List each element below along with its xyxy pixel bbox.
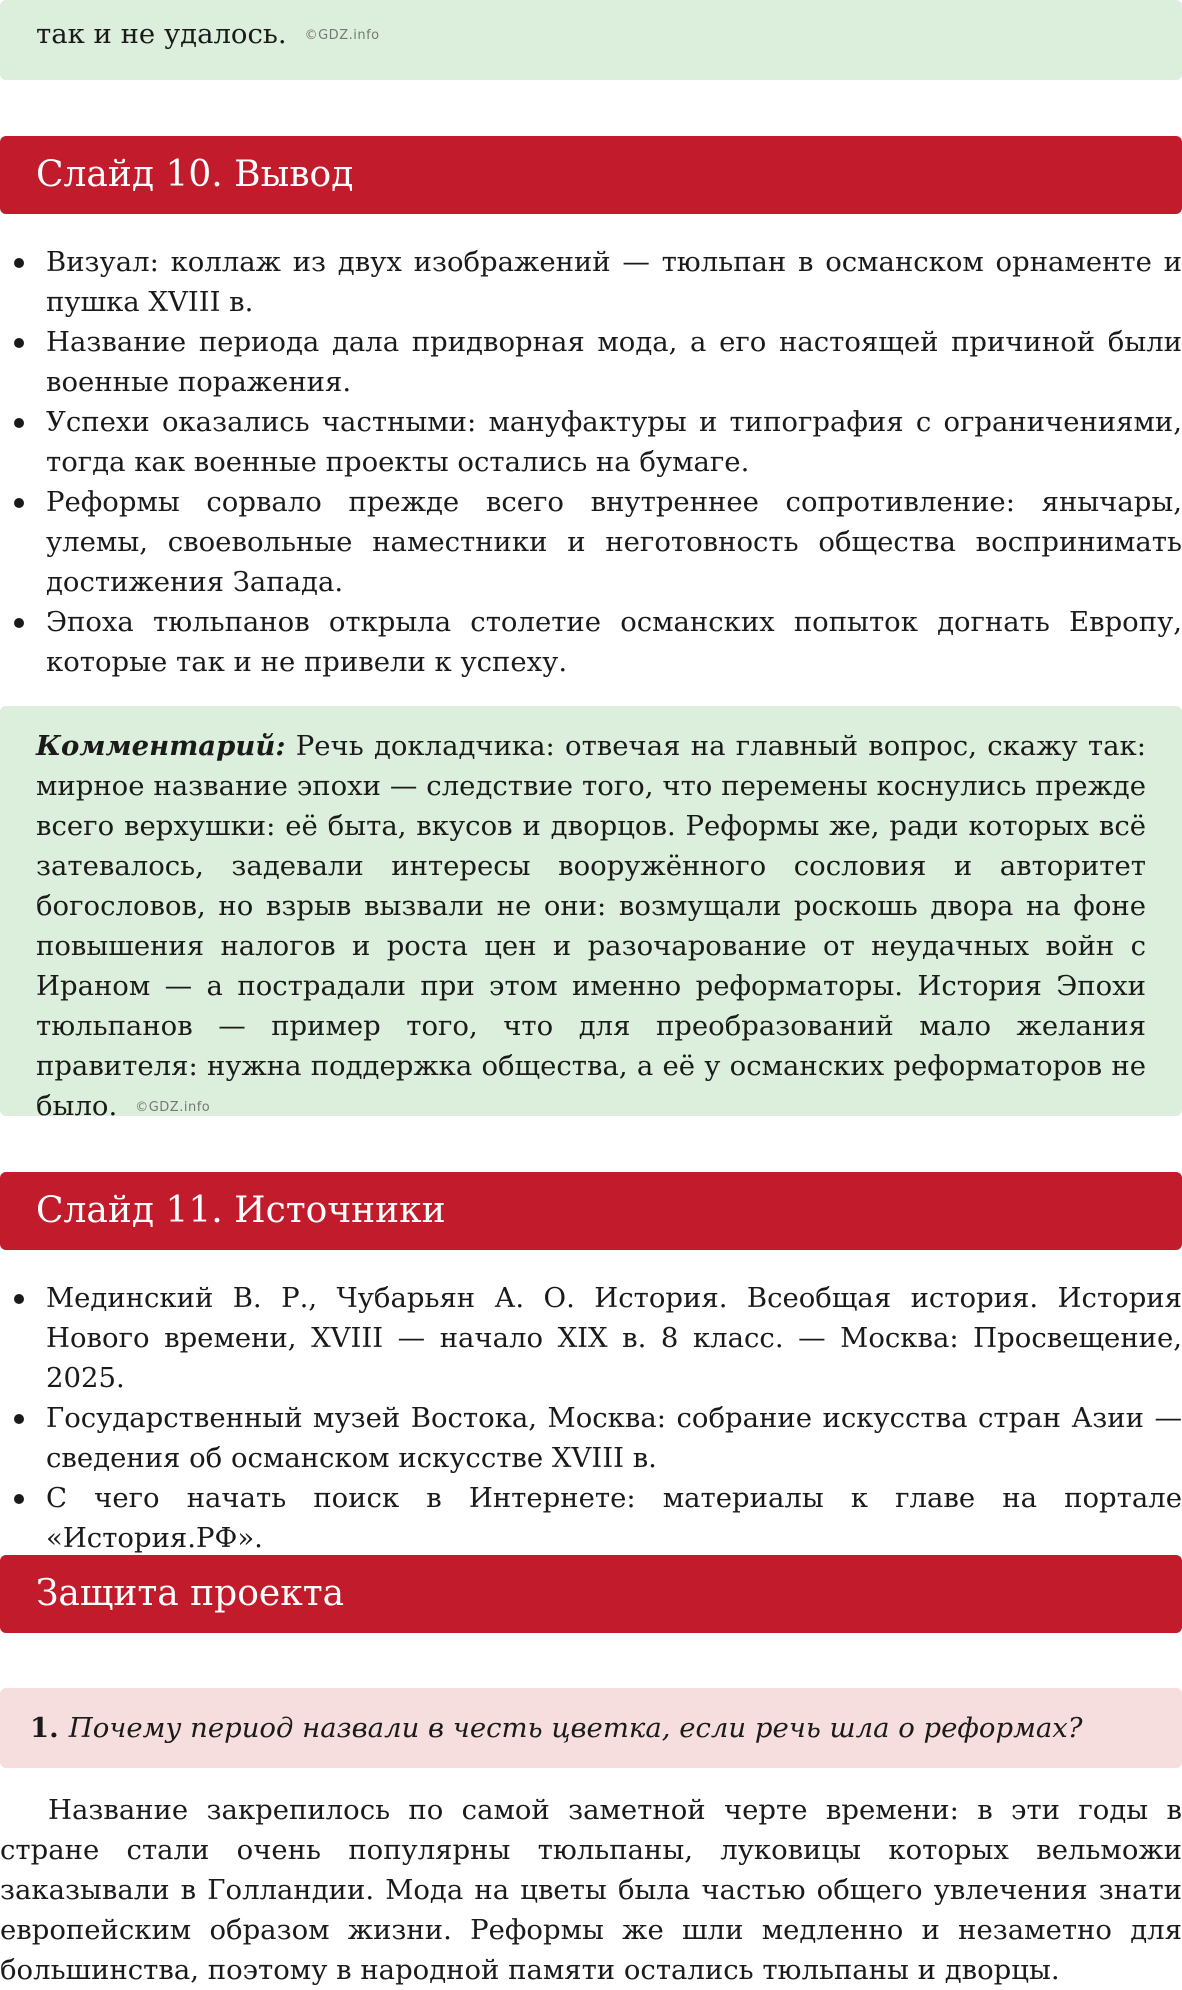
- slide10-comment-box: [0, 706, 1182, 1122]
- comment-text: Речь докладчика: отвечая на главный вопрос, скажу так: мирное название эпохи — следствие того, что перемены коснулись прежде всего верхушки: её быта, вкусов и дворцов. Реформы же, ради которых всё затевалось, задевали интересы вооружённого сословия и авторитет богословов, но взрыв вызвали не они: возмущали роскошь двора на фоне повышения налогов и роста цен и разочарование от неудачных войн с Ираном — а пострадали при этом именно реформаторы. История Эпохи тюльпанов — пример того, что для преобразований мало желания правителя: нужна поддержка общества, а её у османских реформаторов не было.: [36, 730, 1146, 1122]
- previous-comment-tail: так и не удалось.: [36, 18, 287, 50]
- slide11-bullet-list: [0, 1278, 1182, 1558]
- comment-label: Комментарий:: [36, 730, 286, 762]
- defense-header: [0, 1555, 1182, 1633]
- list-item: Реформы сорвало прежде всего внутреннее сопротивление: янычары, улемы, своевольные наместники и неготовность общества воспринимать достижения Запада.: [0, 482, 1182, 602]
- bullet-icon: [14, 338, 24, 348]
- bullet-icon: [14, 258, 24, 268]
- bullet-icon: [14, 418, 24, 428]
- bullet-icon: [14, 1294, 24, 1304]
- watermark-stamp: ©GDZ.info: [135, 1099, 211, 1115]
- slide10-header: [0, 136, 1182, 214]
- slide10-title: Слайд 10. Вывод: [36, 154, 354, 195]
- question-number: 1.: [30, 1712, 59, 1744]
- answer-paragraph: [0, 1790, 1182, 1990]
- list-item: Мединский В. Р., Чубарьян А. О. История. Всеобщая история. История Нового времени, XVIII — начало XIX в. 8 класс. — Москва: Просвещение, 2025.: [0, 1278, 1182, 1398]
- previous-comment-box: [0, 0, 1182, 80]
- question-box: [0, 1688, 1182, 1768]
- bullet-icon: [14, 1414, 24, 1424]
- slide10-bullet-list: [0, 242, 1182, 682]
- list-item: Название периода дала придворная мода, а его настоящей причиной были военные поражения.: [0, 322, 1182, 402]
- bullet-icon: [14, 1494, 24, 1504]
- list-item: Государственный музей Востока, Москва: собрание искусства стран Азии — сведения об османском искусстве XVIII в.: [0, 1398, 1182, 1478]
- slide11-header: [0, 1172, 1182, 1250]
- list-item: Эпоха тюльпанов открыла столетие османских попыток догнать Европу, которые так и не привели к успеху.: [0, 602, 1182, 682]
- list-item: Визуал: коллаж из двух изображений — тюльпан в османском орнаменте и пушка XVIII в.: [0, 242, 1182, 322]
- bullet-icon: [14, 498, 24, 508]
- list-item: Успехи оказались частными: мануфактуры и типография с ограничениями, тогда как военные проекты остались на бумаге.: [0, 402, 1182, 482]
- defense-title: Защита проекта: [36, 1573, 345, 1614]
- question-text: Почему период назвали в честь цветка, если речь шла о реформах?: [68, 1712, 1083, 1744]
- watermark-stamp: ©GDZ.info: [304, 27, 380, 43]
- answer-text: Название закрепилось по самой заметной черте времени: в эти годы в стране стали очень популярны тюльпаны, луковицы которых вельможи заказывали в Голландии. Мода на цветы была частью общего увлечения знати европейским образом жизни. Реформы же шли медленно и незаметно для большинства, поэтому в народной памяти остались тюльпаны и дворцы.: [0, 1794, 1182, 1986]
- slide11-title: Слайд 11. Источники: [36, 1190, 446, 1231]
- list-item: С чего начать поиск в Интернете: материалы к главе на портале «История.РФ».: [0, 1478, 1182, 1558]
- bullet-icon: [14, 618, 24, 628]
